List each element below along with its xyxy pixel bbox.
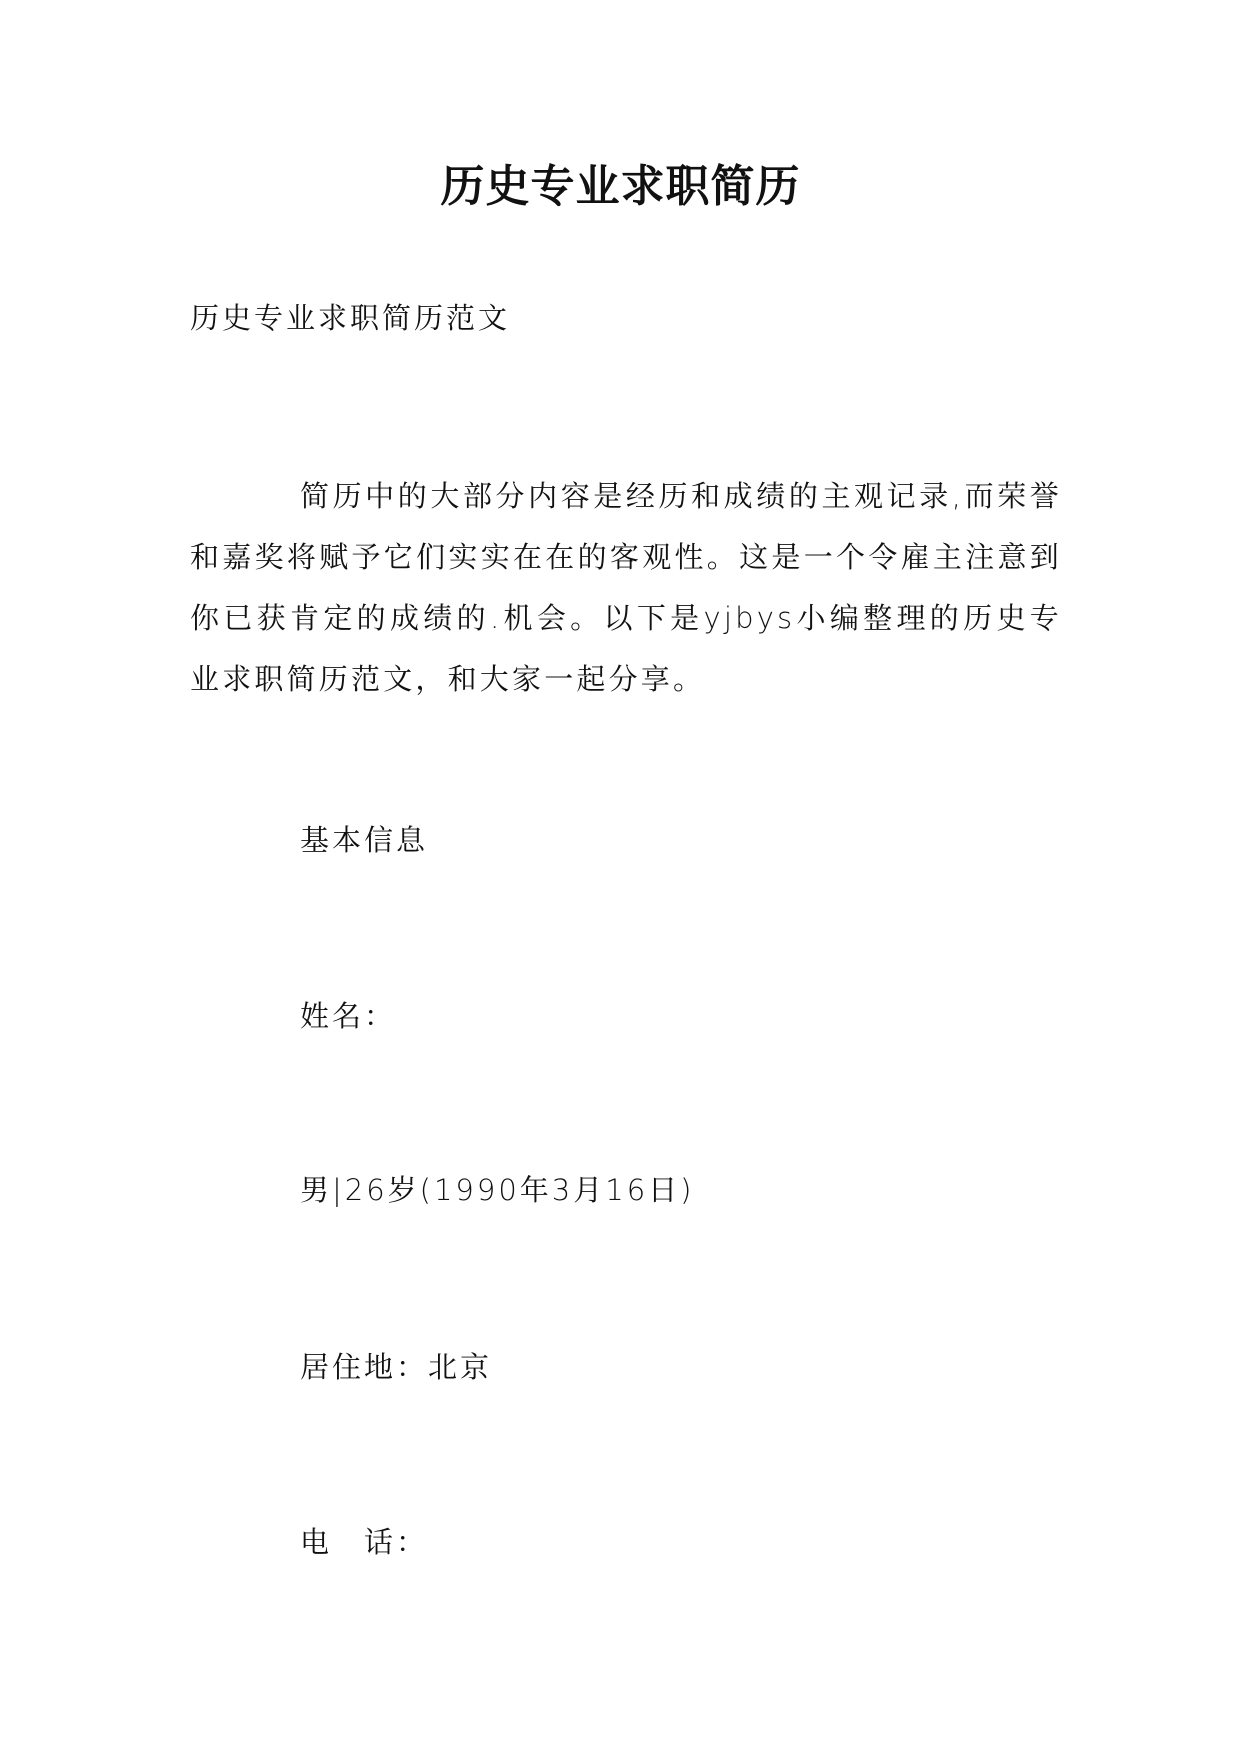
name-field: 姓名： xyxy=(300,999,397,1033)
document-title: 历史专业求职简历 xyxy=(440,161,801,212)
basic-info-heading: 基本信息 xyxy=(300,823,429,857)
phone-field: 电 话： xyxy=(300,1525,429,1559)
gender-age-field: 男|26岁(1990年3月16日) xyxy=(300,1173,695,1207)
residence-field: 居住地：北京 xyxy=(300,1350,493,1384)
intro-paragraph: 简历中的大部分内容是经历和成绩的主观记录,而荣誉和嘉奖将赋予它们实实在在的客观性。这是一个令雇主注意到你已获肯定的成绩的.机会。以下是yjbys小编整理的历史专业求职简历范文，和大家一起分享。 xyxy=(190,479,1062,696)
document-subtitle: 历史专业求职简历范文 xyxy=(190,301,511,335)
